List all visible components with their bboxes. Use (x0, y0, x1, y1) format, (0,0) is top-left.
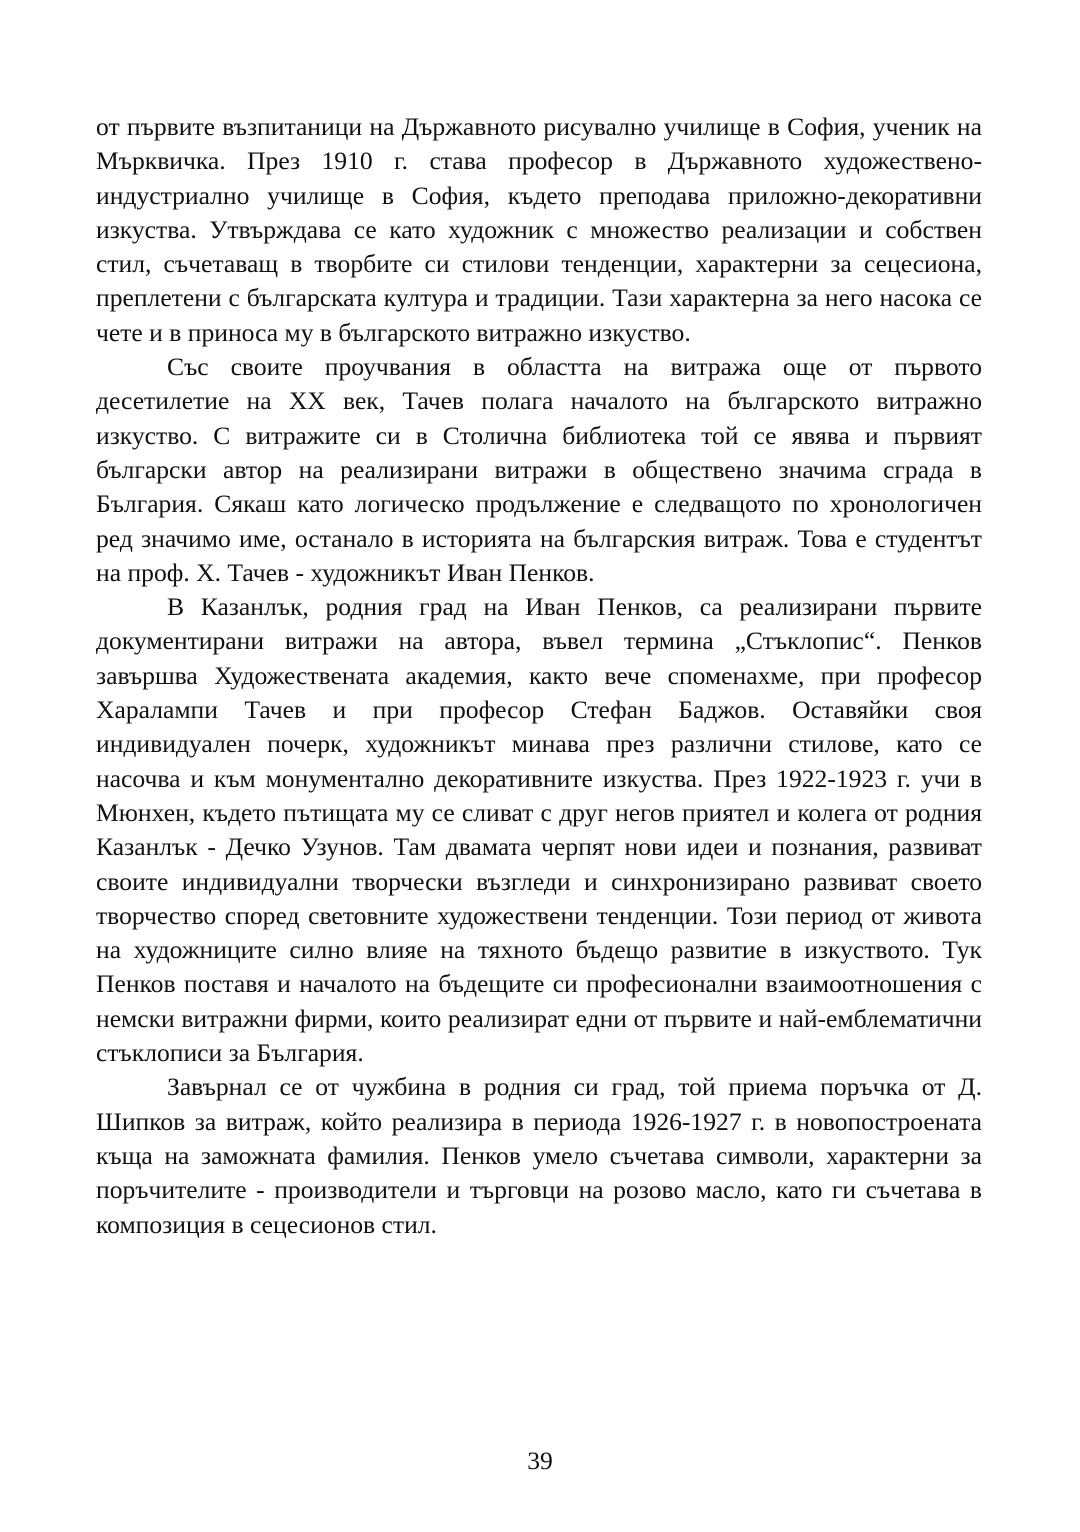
page-number: 39 (527, 1446, 553, 1475)
paragraph-2: Със своите проучвания в областта на витража още от първото десетилетие на XX век, Тачев полага началото на българското витражно изкуство. С витражите си в Столична библиотека той се явява и първият български автор на реализирани витражи в обществено значима сграда в България. Сякаш като логическо продължение е следващото по хронологичен ред значимо име, останало в историята на българския витраж. Това е студентът на проф. Х. Тачев - художникът Иван Пенков. (96, 352, 982, 587)
body-text (96, 110, 982, 1242)
paragraph-4: Завърнал се от чужбина в родния си град, той приема поръчка от Д. Шипков за витраж, който реализира в периода 1926-1927 г. в новопостроената къща на заможната фамилия. Пенков умело съчетава символи, характерни за поръчителите - производители и търговци на розово масло, като ги съчетава в композиция в сецесионов стил. (96, 1072, 982, 1239)
paragraph-3: В Казанлък, родния град на Иван Пенков, са реализирани първите документирани витражи на автора, въвел термина „Стъклопис“. Пенков завършва Художествената академия, както вече споменахме, при професор Харалампи Тачев и при професор Стефан Баджов. Оставяйки своя индивидуален почерк, художникът минава през различни стилове, като се насочва и към монументално декоративните изкуства. През 1922-1923 г. учи в Мюнхен, където пътищата му се сливат с друг негов приятел и колега от родния Казанлък - Дечко Узунов. Там двамата черпят нови идеи и познания, развиват своите индивидуални творчески възгледи и синхронизирано развиват своето творчество според световните художествени тенденции. Този период от живота на художниците силно влияе на тяхното бъдещо развитие в изкуството. Тук Пенков поставя и началото на бъдещите си професионални взаимоотношения с немски витражни фирми, които реализират едни от първите и най-емблематични стъклописи за България. (96, 592, 982, 1068)
paragraph-1: от първите възпитаници на Държавното рисувално училище в София, ученик на Мърквичка. През 1910 г. става професор в Държавното художествено-индустриално училище в София, където преподава приложно-декоративни изкуства. Утвърждава се като художник с множество реализации и собствен стил, съчетаващ в творбите си стилови тенденции, характерни за сецесиона, преплетени с българската култура и традиции. Тази характерна за него насока се чете и в приноса му в българското витражно изкуство. (96, 112, 982, 347)
